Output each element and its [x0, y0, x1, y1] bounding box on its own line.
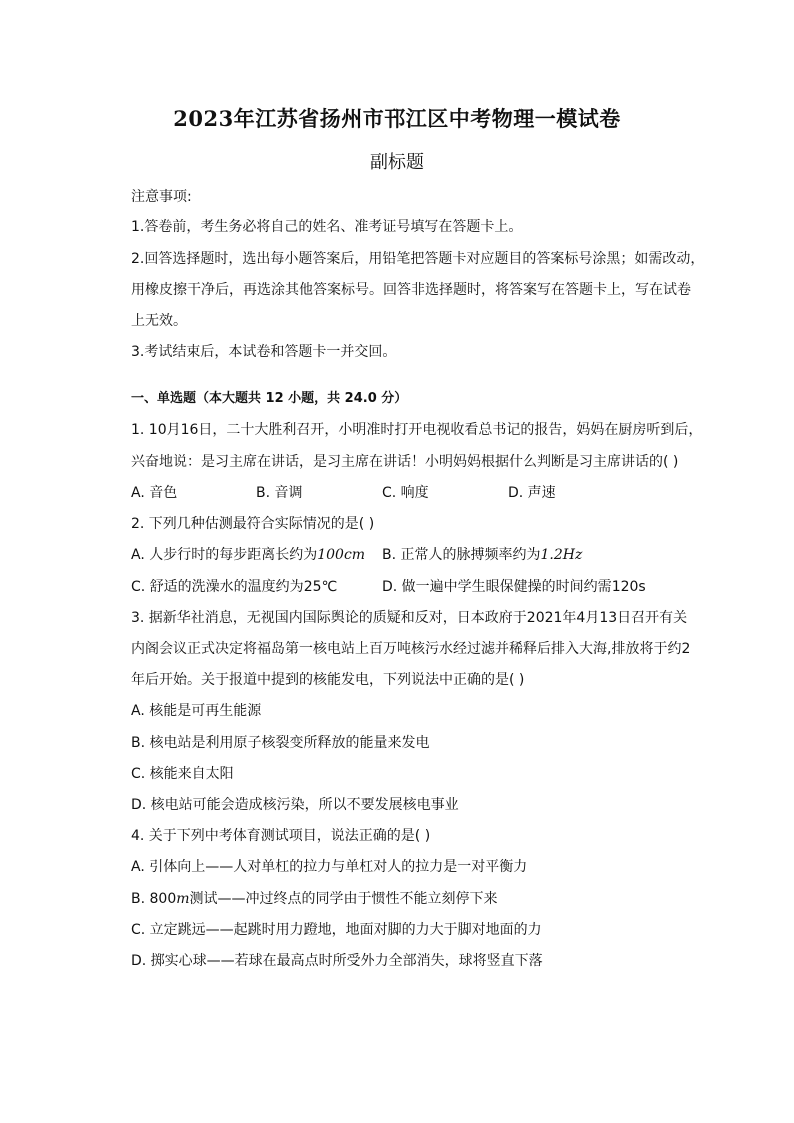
question-4-option-a: A. 引体向上——人对单杠的拉力与单杠对人的拉力是一对平衡力 [131, 859, 528, 875]
question-2-option-d: D. 做一遍中学生眼保健操的时间约需120s [382, 579, 646, 595]
notice-item: 用橡皮擦干净后，再选涂其他答案标号。回答非选择题时，将答案写在答题卡上，写在试卷 [131, 282, 691, 298]
question-2-option-b: B. 正常人的脉搏频率约为1.2Hz [382, 547, 583, 563]
question-3-stem: 年后开始。关于报道中提到的核能发电，下列说法中正确的是( ) [131, 672, 525, 688]
question-1-option-d: D. 声速 [508, 485, 556, 501]
question-1-option-a: A. 音色 [131, 485, 178, 501]
question-4-option-d: D. 掷实心球——若球在最高点时所受外力全部消失，球将竖直下落 [131, 953, 543, 969]
question-1-stem: 1. 10月16日，二十大胜利召开，小明准时打开电视收看总书记的报告，妈妈在厨房听到后， [131, 422, 703, 438]
question-4-stem: 4. 关于下列中考体育测试项目，说法正确的是( ) [131, 828, 431, 844]
question-3-option-c: C. 核能来自太阳 [131, 766, 234, 782]
question-2-option-a: A. 人步行时的每步距离长约为100cm [131, 547, 366, 563]
question-1-option-c: C. 响度 [382, 485, 429, 501]
question-2-option-c: C. 舒适的洗澡水的温度约为25℃ [131, 579, 338, 595]
question-1-stem: 兴奋地说：是习主席在讲话，是习主席在讲话！小明妈妈根据什么判断是习主席讲话的( ) [131, 454, 679, 470]
question-2-stem: 2. 下列几种估测最符合实际情况的是( ) [131, 516, 375, 532]
question-3-option-b: B. 核电站是利用原子核裂变所释放的能量来发电 [131, 735, 430, 751]
page-title: 2023年江苏省扬州市邗江区中考物理一模试卷 [173, 106, 621, 131]
question-3-option-a: A. 核能是可再生能源 [131, 703, 262, 719]
section-heading: 一、单选题（本大题共 12 小题，共 24.0 分） [131, 391, 408, 406]
question-3-option-d: D. 核电站可能会造成核污染，所以不要发展核电事业 [131, 797, 459, 813]
question-4-option-c: C. 立定跳远——起跳时用力蹬地，地面对脚的力大于脚对地面的力 [131, 922, 542, 938]
question-3-stem: 内阁会议正式决定将福岛第一核电站上百万吨核污水经过滤并稀释后排入大海,排放将于约2 [131, 641, 691, 657]
notice-item: 上无效。 [131, 313, 187, 329]
notice-item: 3.考试结束后，本试卷和答题卡一并交回。 [131, 344, 397, 360]
notice-item: 1.答卷前，考生务必将自己的姓名、准考证号填写在答题卡上。 [131, 219, 523, 235]
question-3-stem: 3. 据新华社消息，无视国内国际舆论的质疑和反对，日本政府于2021年4月13日召开有关 [131, 610, 688, 626]
notice-item: 2.回答选择题时，选出每小题答案后，用铅笔把答题卡对应题目的答案标号涂黑；如需改动， [131, 251, 705, 267]
question-4-option-b: B. 800m测试——冲过终点的同学由于惯性不能立刻停下来 [131, 891, 498, 907]
question-1-option-b: B. 音调 [256, 485, 303, 501]
notice-heading: 注意事项: [131, 189, 192, 205]
page-subtitle: 副标题 [370, 152, 424, 173]
